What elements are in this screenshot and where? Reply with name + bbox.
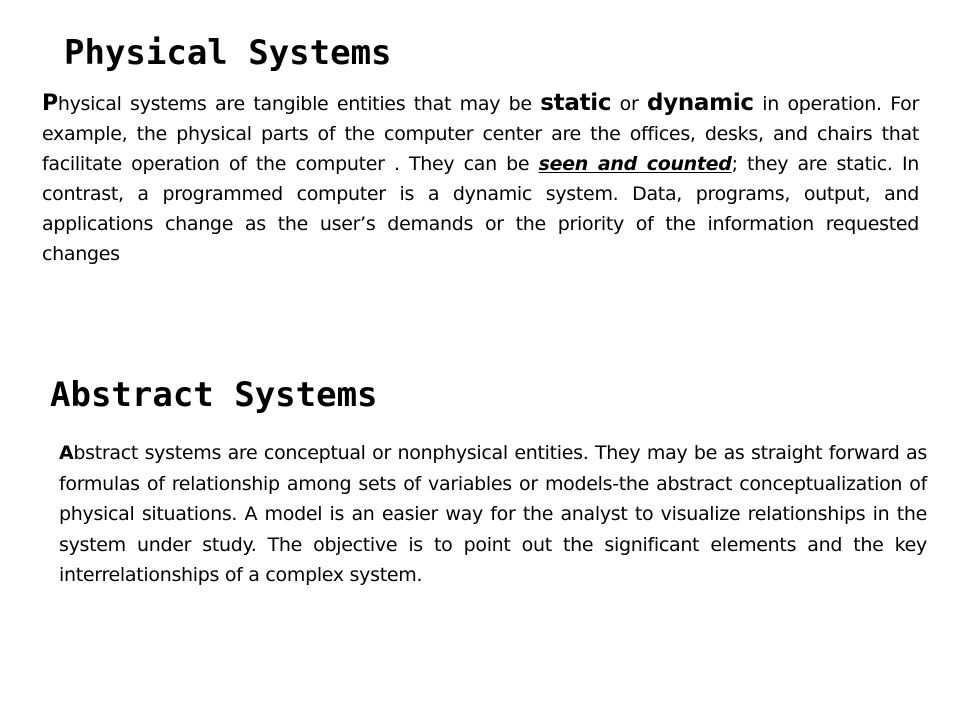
word-dynamic: dynamic	[647, 90, 754, 116]
abstract-text: bstract systems are conceptual or nonphysical entities. They may be as straight forward as formulas of relationship among sets of variables or models-the abstract conceptualization of physical situations. A model is an easier way for the analyst to visualize relationships in the system under study. The objective is to point out the significant elements and the key interrelationships of a complex system.	[59, 442, 927, 586]
abstract-systems-paragraph	[59, 438, 927, 591]
physical-text-part-a: hysical systems are tangible entities that may be	[57, 93, 541, 115]
physical-systems-paragraph	[42, 88, 919, 269]
physical-text-part-c: in operation. For example, the physical parts of the computer center are the offices, desks, and chairs that facilitate operation of the computer . They can be	[42, 93, 919, 175]
physical-text-part-d: ; they are static. In contrast, a programmed computer is a dynamic system. Data, programs, output, and applications change as the user’s demands or the priority of the information requested changes	[42, 153, 919, 265]
word-static: static	[540, 90, 612, 116]
physical-text-part-b: or	[611, 93, 647, 115]
seen-and-counted-emphasis: seen and counted	[538, 153, 732, 175]
abstract-systems-heading: Abstract Systems	[50, 375, 378, 415]
physical-first-letter: P	[42, 91, 58, 116]
physical-systems-heading: Physical Systems	[64, 33, 392, 73]
abstract-first-letter: A	[59, 442, 74, 464]
